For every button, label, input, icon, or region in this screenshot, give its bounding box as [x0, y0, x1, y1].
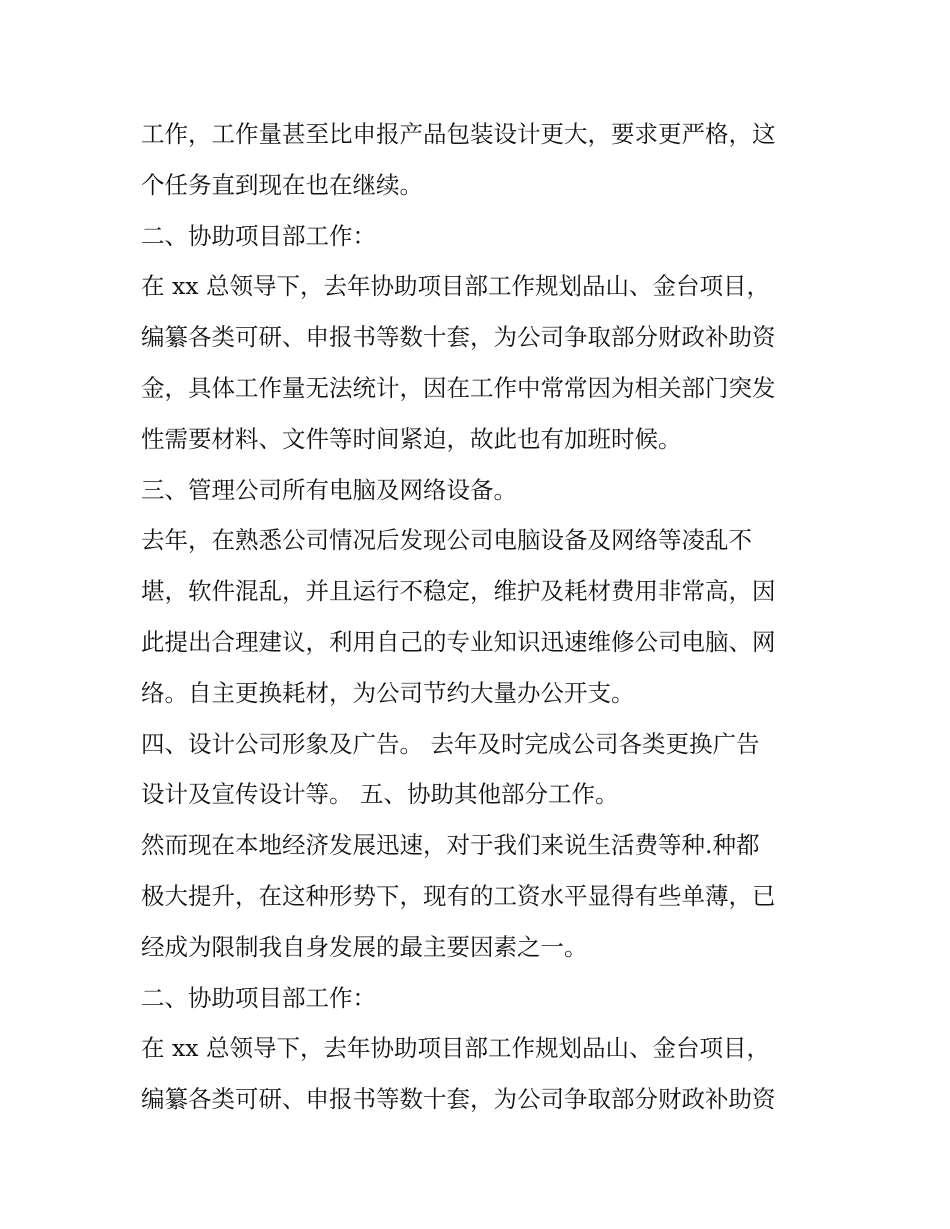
- text-line: 络。自主更换耗材，为公司节约大量办公开支。: [141, 678, 635, 707]
- text-line: 去年，在熟悉公司情况后发现公司电脑设备及网络等凌乱不: [141, 526, 752, 555]
- section-heading: 二、协助项目部工作：: [141, 983, 376, 1012]
- text-line: 极大提升，在这种形势下，现有的工资水平显得有些单薄，已: [141, 881, 776, 910]
- text-line: 此提出合理建议，利用自己的专业知识迅速维修公司电脑、网: [141, 627, 776, 656]
- text-line: 在 xx 总领导下，去年协助项目部工作规划品山、金台项目，: [141, 1034, 770, 1063]
- section-heading: 三、管理公司所有电脑及网络设备。: [141, 475, 517, 504]
- text-line: 编纂各类可研、申报书等数十套，为公司争取部分财政补助资: [141, 1085, 776, 1114]
- text-line: 个任务直到现在也在继续。: [141, 170, 423, 199]
- section-heading: 二、协助项目部工作：: [141, 221, 376, 250]
- text-line: 在 xx 总领导下，去年协助项目部工作规划品山、金台项目，: [141, 272, 770, 301]
- text-line: 堪，软件混乱，并且运行不稳定，维护及耗材费用非常高，因: [141, 577, 776, 606]
- text-line: 性需要材料、文件等时间紧迫，故此也有加班时候。: [141, 424, 682, 453]
- text-line: 设计及宣传设计等。 五、协助其他部分工作。: [141, 780, 619, 809]
- text-line: 然而现在本地经济发展迅速，对于我们来说生活费等种.种都: [141, 831, 760, 860]
- text-line: 编纂各类可研、申报书等数十套，为公司争取部分财政补助资: [141, 323, 776, 352]
- text-line: 金，具体工作量无法统计，因在工作中常常因为相关部门突发: [141, 373, 776, 402]
- section-heading: 四、设计公司形象及广告。 去年及时完成公司各类更换广告: [141, 729, 760, 758]
- text-line: 工作，工作量甚至比申报产品包装设计更大，要求更严格，这: [141, 120, 776, 148]
- document-body: [141, 109, 821, 1125]
- text-line: 经成为限制我自身发展的最主要因素之一。: [141, 932, 588, 961]
